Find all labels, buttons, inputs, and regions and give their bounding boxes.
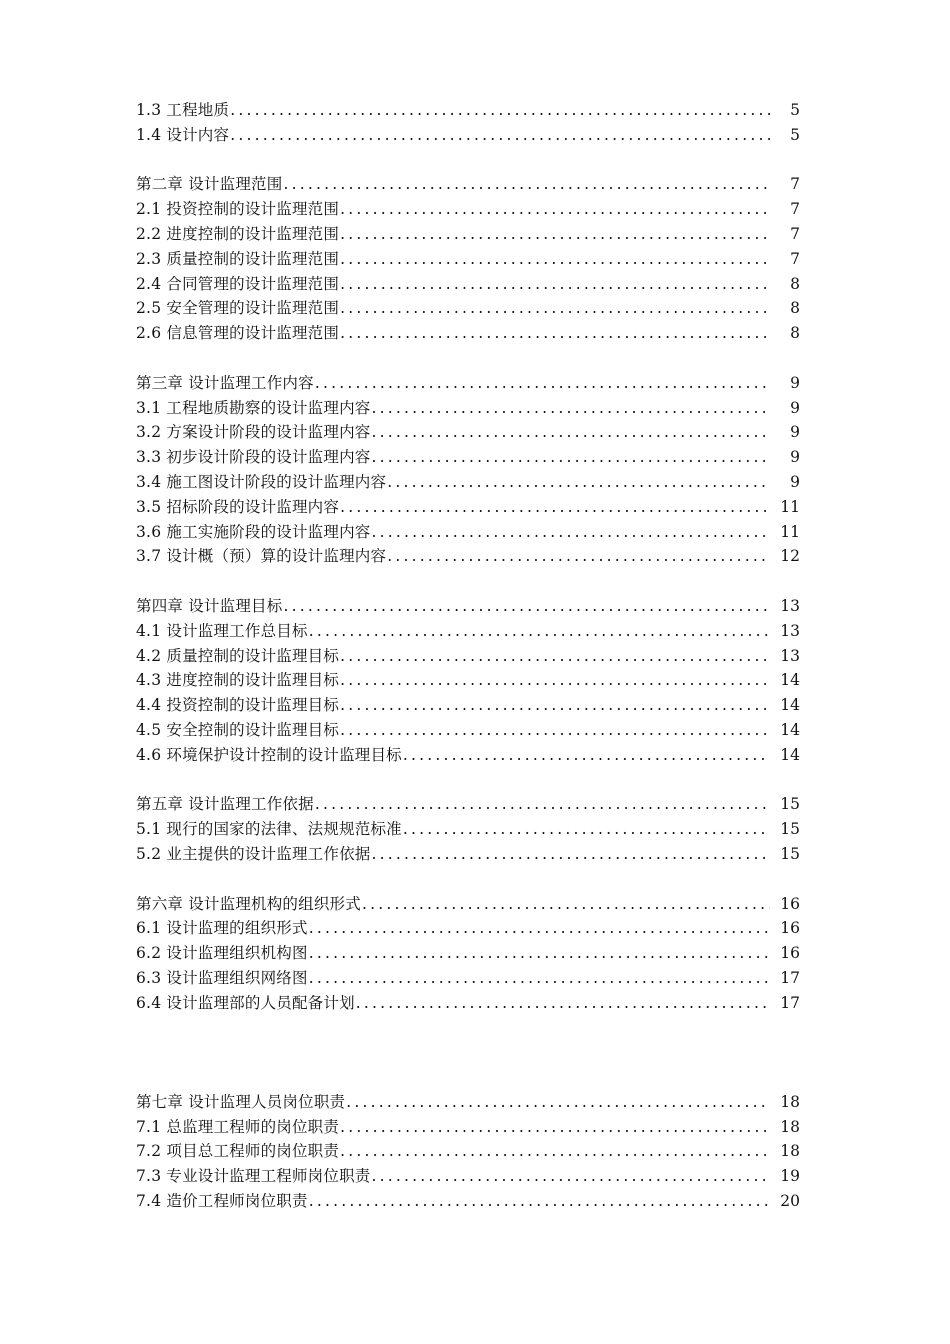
toc-entry-title: 3.4 施工图设计阶段的设计监理内容 xyxy=(136,472,387,491)
toc-entry-title: 3.1 工程地质勘察的设计监理内容 xyxy=(136,398,371,417)
toc-section-chapter-2 xyxy=(136,172,800,346)
toc-page-number: 5 xyxy=(790,101,800,119)
dot-leader xyxy=(309,941,770,966)
dot-leader xyxy=(340,1115,770,1140)
toc-page-number: 11 xyxy=(780,522,800,541)
toc-page-number: 14 xyxy=(780,696,800,715)
toc-entry[interactable] xyxy=(136,222,800,247)
toc-page-number: 12 xyxy=(780,547,800,566)
toc-entry[interactable] xyxy=(136,718,800,743)
toc-section-chapter-5 xyxy=(136,792,800,866)
dot-leader xyxy=(340,668,770,693)
toc-entry-title: 第七章 设计监理人员岗位职责 xyxy=(136,1092,346,1111)
toc-entry-title: 7.1 总监理工程师的岗位职责 xyxy=(136,1117,340,1136)
toc-entry-title: 第三章 设计监理工作内容 xyxy=(136,373,314,392)
toc-page-number: 7 xyxy=(790,224,800,243)
toc-page-number: 8 xyxy=(790,324,800,343)
dot-leader xyxy=(356,991,770,1016)
toc-entry-title: 4.3 进度控制的设计监理目标 xyxy=(136,671,340,690)
toc-entry-title: 4.1 设计监理工作总目标 xyxy=(136,621,308,640)
toc-page-number: 14 xyxy=(780,671,800,690)
toc-entry[interactable] xyxy=(136,445,800,470)
toc-entry-title: 4.2 质量控制的设计监理目标 xyxy=(136,646,340,665)
toc-entry-title: 5.1 现行的国家的法律、法规规范标准 xyxy=(136,820,402,839)
toc-page-number: 18 xyxy=(780,1092,800,1111)
toc-entry-title: 2.4 合同管理的设计监理范围 xyxy=(136,274,340,293)
toc-entry-title: 3.5 招标阶段的设计监理内容 xyxy=(136,497,340,516)
section-spacer xyxy=(136,768,800,793)
toc-entry[interactable] xyxy=(136,693,800,718)
toc-entry-title: 1.4 设计内容 xyxy=(136,125,230,144)
toc-page-number: 19 xyxy=(780,1167,800,1186)
dot-leader xyxy=(340,1139,770,1164)
toc-entry-title: 3.6 施工实施阶段的设计监理内容 xyxy=(136,522,371,541)
toc-entry-title: 6.2 设计监理组织机构图 xyxy=(136,944,308,963)
toc-entry[interactable] xyxy=(136,991,800,1016)
toc-page-number: 8 xyxy=(790,274,800,293)
toc-entry-title: 7.3 专业设计监理工程师岗位职责 xyxy=(136,1167,371,1186)
dot-leader xyxy=(387,470,770,495)
toc-entry[interactable] xyxy=(136,966,800,991)
toc-entry-title: 2.6 信息管理的设计监理范围 xyxy=(136,324,340,343)
toc-page-number: 5 xyxy=(790,125,800,144)
toc-page-number: 9 xyxy=(790,398,800,417)
toc-page-number: 7 xyxy=(790,175,800,194)
dot-leader xyxy=(309,1189,770,1214)
toc-entry-title: 7.2 项目总工程师的岗位职责 xyxy=(136,1142,340,1161)
toc-page-number: 15 xyxy=(780,795,800,814)
toc-entry-title: 第四章 设计监理目标 xyxy=(136,596,283,615)
toc-page-number: 20 xyxy=(780,1192,800,1211)
toc-entry-title: 第五章 设计监理工作依据 xyxy=(136,795,314,814)
dot-leader xyxy=(340,247,770,272)
toc-page-number: 7 xyxy=(790,200,800,219)
toc-entry-title: 4.4 投资控制的设计监理目标 xyxy=(136,696,340,715)
toc-entry-title: 2.2 进度控制的设计监理范围 xyxy=(136,224,340,243)
dot-leader xyxy=(403,817,770,842)
dot-leader xyxy=(340,197,770,222)
dot-leader xyxy=(387,544,770,569)
toc-page-number: 16 xyxy=(780,919,800,938)
toc-entry-title: 2.3 质量控制的设计监理范围 xyxy=(136,249,340,268)
toc-entry-title: 3.2 方案设计阶段的设计监理内容 xyxy=(136,423,371,442)
dot-leader xyxy=(315,371,770,396)
dot-leader xyxy=(340,718,770,743)
toc-chapter-entry[interactable] xyxy=(136,371,800,396)
toc-entry[interactable] xyxy=(136,743,800,768)
section-spacer xyxy=(136,148,800,173)
toc-page-number: 16 xyxy=(780,894,800,913)
toc-entry[interactable] xyxy=(136,1164,800,1189)
dot-leader xyxy=(362,892,770,917)
toc-chapter-entry[interactable] xyxy=(136,594,800,619)
toc-page-number: 9 xyxy=(790,423,800,442)
toc-entry-title: 第二章 设计监理范围 xyxy=(136,175,283,194)
toc-chapter-entry[interactable] xyxy=(136,792,800,817)
toc-entry[interactable] xyxy=(136,396,800,421)
toc-entry-title: 2.5 安全管理的设计监理范围 xyxy=(136,299,340,318)
dot-leader xyxy=(309,916,770,941)
dot-leader xyxy=(371,842,770,867)
toc-entry[interactable] xyxy=(136,123,800,148)
toc-chapter-entry[interactable] xyxy=(136,172,800,197)
toc-section-chapter-3 xyxy=(136,371,800,569)
toc-chapter-entry[interactable] xyxy=(136,892,800,917)
toc-page-number: 13 xyxy=(780,646,800,665)
dot-leader xyxy=(371,396,770,421)
toc-section-chapter-4 xyxy=(136,594,800,768)
dot-leader xyxy=(371,1164,770,1189)
toc-page-number: 11 xyxy=(780,497,800,516)
dot-leader xyxy=(403,743,770,768)
toc-entry[interactable] xyxy=(136,668,800,693)
dot-leader xyxy=(283,594,770,619)
toc-entry-title: 4.6 环境保护设计控制的设计监理目标 xyxy=(136,745,402,764)
toc-entry[interactable] xyxy=(136,1139,800,1164)
dot-leader xyxy=(309,966,770,991)
toc-entry[interactable] xyxy=(136,1115,800,1140)
toc-section-chapter-7 xyxy=(136,1090,800,1214)
toc-page-number: 15 xyxy=(780,844,800,863)
dot-leader xyxy=(230,98,770,123)
toc-entry-title: 5.2 业主提供的设计监理工作依据 xyxy=(136,844,371,863)
toc-entry-title: 2.1 投资控制的设计监理范围 xyxy=(136,200,340,219)
toc-entry[interactable] xyxy=(136,817,800,842)
section-spacer xyxy=(136,1015,800,1089)
toc-entry-title: 6.1 设计监理的组织形式 xyxy=(136,919,308,938)
toc-page-number: 15 xyxy=(780,820,800,839)
dot-leader xyxy=(309,619,770,644)
toc-entry-title: 6.4 设计监理部的人员配备计划 xyxy=(136,993,355,1012)
dot-leader xyxy=(340,272,770,297)
toc-page-number: 9 xyxy=(790,373,800,392)
toc-entry-title: 4.5 安全控制的设计监理目标 xyxy=(136,720,340,739)
toc-section-intro xyxy=(136,98,800,148)
toc-page-number: 8 xyxy=(790,299,800,318)
toc-entry-title: 7.4 造价工程师岗位职责 xyxy=(136,1192,308,1211)
dot-leader xyxy=(230,123,770,148)
dot-leader xyxy=(340,644,770,669)
toc-entry[interactable] xyxy=(136,520,800,545)
toc-page-number: 7 xyxy=(790,249,800,268)
toc-entry[interactable] xyxy=(136,321,800,346)
dot-leader xyxy=(340,321,770,346)
toc-entry[interactable] xyxy=(136,495,800,520)
toc-entry[interactable] xyxy=(136,644,800,669)
toc-page-number: 17 xyxy=(780,968,800,987)
toc-entry[interactable] xyxy=(136,842,800,867)
section-spacer xyxy=(136,346,800,371)
toc-entry-title: 6.3 设计监理组织网络图 xyxy=(136,968,308,987)
toc-page-number: 13 xyxy=(780,621,800,640)
toc-entry[interactable] xyxy=(136,247,800,272)
toc-chapter-entry[interactable] xyxy=(136,1090,800,1115)
section-spacer xyxy=(136,867,800,892)
dot-leader xyxy=(340,222,770,247)
dot-leader xyxy=(371,420,770,445)
dot-leader xyxy=(283,172,770,197)
dot-leader xyxy=(315,792,770,817)
toc-entry[interactable] xyxy=(136,470,800,495)
toc-section-chapter-6 xyxy=(136,892,800,1016)
dot-leader xyxy=(340,495,770,520)
toc-page-number: 9 xyxy=(790,472,800,491)
toc-entry-title: 第六章 设计监理机构的组织形式 xyxy=(136,894,361,913)
toc-page-number: 9 xyxy=(790,448,800,467)
toc-entry[interactable] xyxy=(136,272,800,297)
toc-entry[interactable] xyxy=(136,197,800,222)
toc-entry[interactable] xyxy=(136,619,800,644)
toc-page-number: 17 xyxy=(780,993,800,1012)
dot-leader xyxy=(340,693,770,718)
dot-leader xyxy=(371,445,770,470)
toc-entry-title: 3.7 设计概（预）算的设计监理内容 xyxy=(136,547,387,566)
toc-entry[interactable] xyxy=(136,420,800,445)
dot-leader xyxy=(340,296,770,321)
toc-page-number: 18 xyxy=(780,1142,800,1161)
toc-page-number: 14 xyxy=(780,745,800,764)
table-of-contents xyxy=(136,98,800,1214)
toc-entry[interactable] xyxy=(136,941,800,966)
toc-page-number: 13 xyxy=(780,596,800,615)
toc-entry-title: 1.3 工程地质 xyxy=(136,101,230,119)
toc-entry[interactable] xyxy=(136,544,800,569)
toc-entry[interactable] xyxy=(136,98,800,123)
dot-leader xyxy=(371,520,770,545)
toc-page-number: 14 xyxy=(780,720,800,739)
toc-entry-title: 3.3 初步设计阶段的设计监理内容 xyxy=(136,448,371,467)
toc-entry[interactable] xyxy=(136,296,800,321)
section-spacer xyxy=(136,569,800,594)
toc-entry[interactable] xyxy=(136,916,800,941)
dot-leader xyxy=(346,1090,770,1115)
toc-page-number: 16 xyxy=(780,944,800,963)
toc-entry[interactable] xyxy=(136,1189,800,1214)
toc-page-number: 18 xyxy=(780,1117,800,1136)
